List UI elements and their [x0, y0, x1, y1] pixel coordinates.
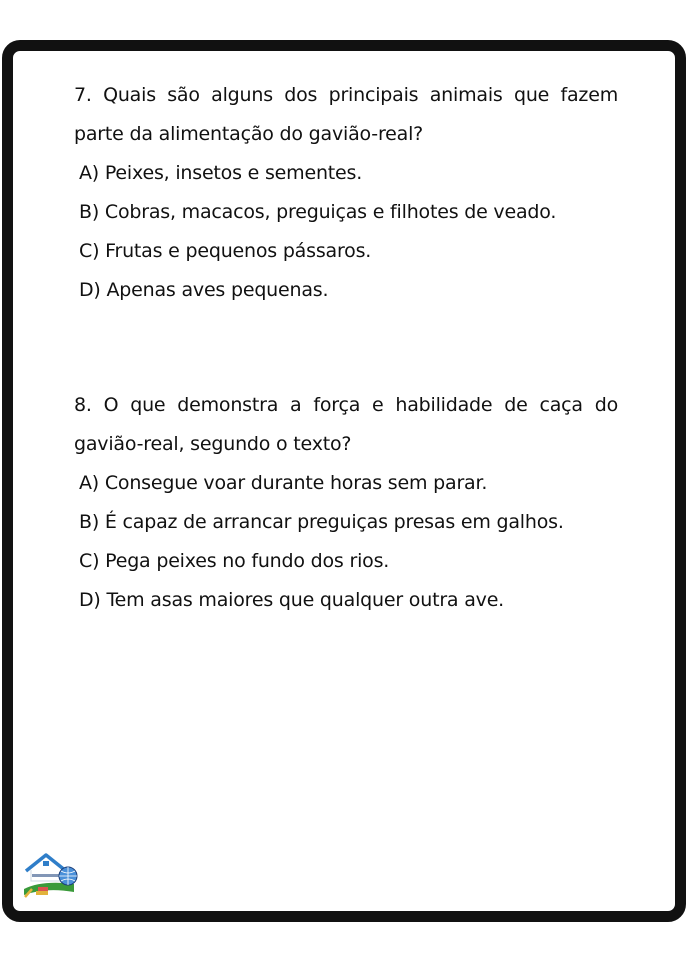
question-8-option-b: B) É capaz de arrancar preguiças presas em galhos. [79, 511, 564, 533]
question-8-options [74, 464, 618, 620]
question-7-options [74, 154, 618, 310]
question-8-stem: 8. O que demonstra a força e habilidade de caça do gavião-real, segundo o texto? [74, 394, 618, 455]
question-8 [74, 386, 618, 620]
question-7-option-d: D) Apenas aves pequenas. [79, 279, 329, 301]
school-house-globe-logo [22, 851, 80, 901]
question-7-option-a: A) Peixes, insetos e sementes. [79, 162, 363, 184]
question-8-option-a: A) Consegue voar durante horas sem parar. [79, 472, 488, 494]
question-7 [74, 76, 618, 310]
question-8-option-d: D) Tem asas maiores que qualquer outra ave. [79, 589, 505, 611]
question-7-stem: 7. Quais são alguns dos principais animais que fazem parte da alimentação do gavião-real? [74, 84, 618, 145]
question-7-option-c: C) Frutas e pequenos pássaros. [79, 240, 372, 262]
question-8-option-c: C) Pega peixes no fundo dos rios. [79, 550, 390, 572]
question-7-option-b: B) Cobras, macacos, preguiças e filhotes de veado. [79, 201, 557, 223]
